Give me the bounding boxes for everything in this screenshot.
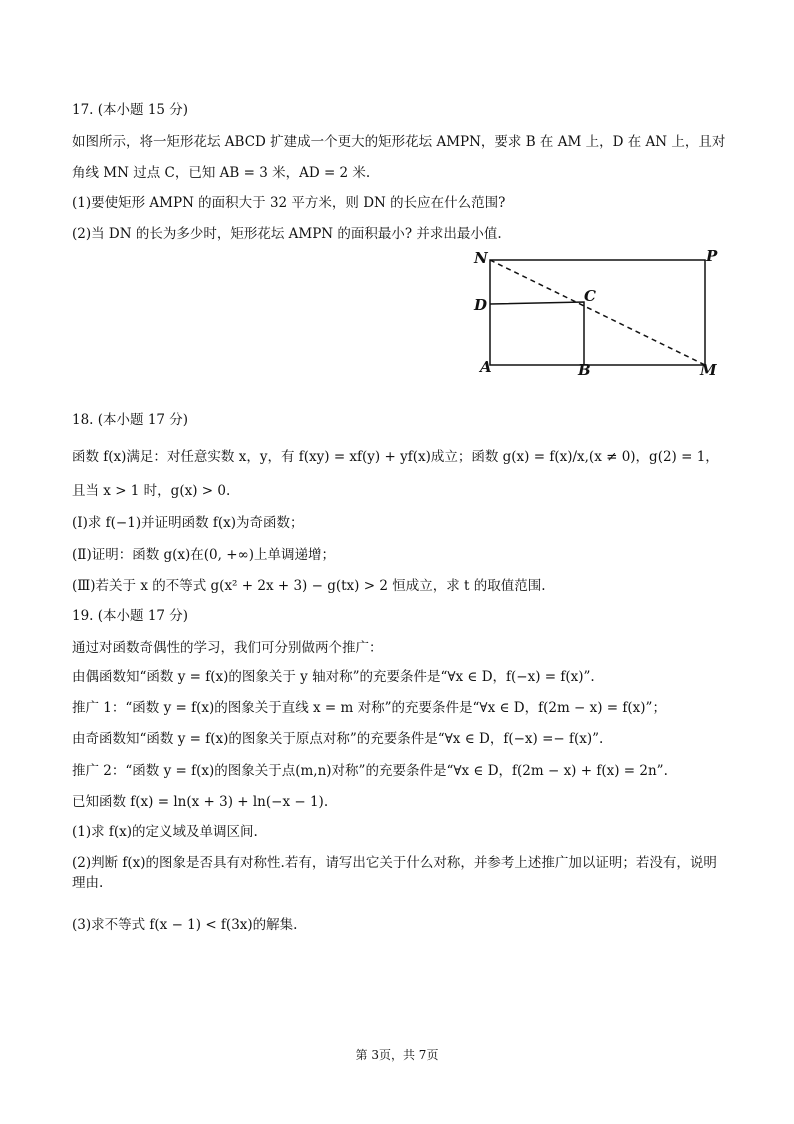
q18-stem-line2: 且当 x > 1 时，g(x) > 0. — [72, 483, 231, 499]
label-D: D — [474, 296, 488, 314]
page-footer: 第 3页，共 7页 — [355, 1048, 439, 1062]
q19-generalization2: 推广 2：“函数 y = f(x)的图象关于点(m,n)对称”的充要条件是“∀x ∈ D，f(2m − x) + f(x) = 2n”. — [72, 763, 668, 779]
q17-stem-line1: 如图所示，将一矩形花坛 ABCD 扩建成一个更大的矩形花坛 AMPN，要求 B 在 AM 上，D 在 AN 上，且对 — [72, 134, 726, 150]
q18-part2: (Ⅱ)证明：函数 g(x)在(0, +∞)上单调递增； — [72, 547, 336, 563]
q19-title: 19. (本小题 17 分) — [72, 608, 189, 624]
q19-intro: 通过对函数奇偶性的学习，我们可分别做两个推广： — [72, 640, 383, 656]
q19-odd: 由奇函数知“函数 y = f(x)的图象关于原点对称”的充要条件是“∀x ∈ D，f(−x) =− f(x)”. — [72, 731, 604, 747]
diagonal-MN — [490, 260, 705, 365]
q18-part3: (Ⅲ)若关于 x 的不等式 g(x² + 2x + 3) − g(tx) > 2 恒成立，求 t 的取值范围. — [72, 578, 546, 594]
q18-stem-line1: 函数 f(x)满足：对任意实数 x，y，有 f(xy) = xf(y) + yf(x)成立；函数 g(x) = f(x)/x,(x ≠ 0)，g(2) = 1， — [72, 449, 719, 465]
q17-stem-line2: 角线 MN 过点 C，已知 AB = 3 米，AD = 2 米. — [72, 165, 371, 181]
label-A: A — [480, 358, 492, 376]
q17-title: 17. (本小题 15 分) — [72, 102, 189, 118]
q18-part1: (Ⅰ)求 f(−1)并证明函数 f(x)为奇函数； — [72, 515, 304, 531]
q19-generalization1: 推广 1：“函数 y = f(x)的图象关于直线 x = m 对称”的充要条件是“∀x ∈ D，f(2m − x) = f(x)”； — [72, 700, 666, 716]
label-P: P — [706, 247, 718, 265]
q19-part3: (3)求不等式 f(x − 1) < f(3x)的解集. — [72, 917, 298, 933]
q19-given: 已知函数 f(x) = ln(x + 3) + ln(−x − 1). — [72, 794, 329, 810]
rect-ABCD — [490, 302, 584, 365]
q18-title: 18. (本小题 17 分) — [72, 412, 189, 428]
label-M: M — [700, 361, 717, 379]
q17-part1: (1)要使矩形 AMPN 的面积大于 32 平方米，则 DN 的长应在什么范围? — [72, 195, 506, 211]
label-N: N — [474, 249, 488, 267]
q19-even: 由偶函数知“函数 y = f(x)的图象关于 y 轴对称”的充要条件是“∀x ∈ D，f(−x) = f(x)”. — [72, 669, 595, 685]
q19-part2: (2)判断 f(x)的图象是否具有对称性.若有，请写出它关于什么对称，并参考上述推广加以证明；若没有，说明理由. — [72, 855, 717, 891]
q17-part2: (2)当 DN 的长为多少时，矩形花坛 AMPN 的面积最小? 并求出最小值. — [72, 226, 502, 242]
rectangle-figure — [470, 246, 760, 386]
label-B: B — [578, 361, 591, 379]
q19-part1: (1)求 f(x)的定义域及单调区间. — [72, 824, 258, 840]
label-C: C — [584, 287, 596, 305]
